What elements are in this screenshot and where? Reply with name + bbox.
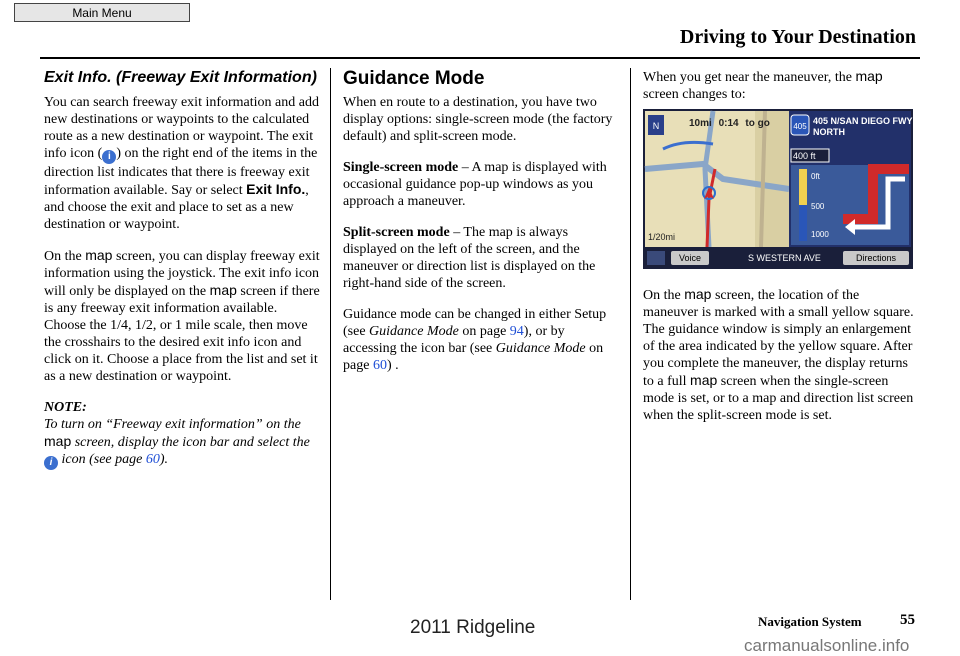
paragraph: You can search freeway exit information and add new destinations or waypoints to the calculated route as a new destination or waypoint. The exit info icon ( i ) on the right end of the items in the direction list indicates that there is freeway exit information available. Say or select Exit Info., and choose the exit and place to set as a new destination or waypoint.	[44, 95, 319, 232]
paragraph: When you get near the maneuver, the map screen changes to:	[643, 68, 883, 102]
svg-text:405: 405	[793, 122, 807, 131]
svg-text:0ft: 0ft	[811, 172, 820, 181]
column-maneuver	[643, 68, 915, 438]
svg-text:Directions: Directions	[855, 253, 897, 263]
term-single-screen: Single-screen mode	[343, 160, 459, 175]
watermark-model: 2011 Ridgeline	[410, 617, 536, 638]
paragraph: On the map screen, you can display freeway exit information using the joystick. The exit info icon will only be displayed on the map screen if there is any freeway exit information available. Choose the 1/4, 1/2, or 1 mile scale, then move the crosshairs to the desired exit info icon and click on it. Choose a place from the list and set it as a new destination or waypoint.	[44, 247, 320, 384]
svg-text:NORTH: NORTH	[813, 127, 845, 137]
svg-text:10mi 0:14 to go: 10mi 0:14 to go	[689, 118, 770, 129]
svg-text:S WESTERN AVE: S WESTERN AVE	[748, 253, 821, 263]
navigation-screen-image	[643, 109, 913, 269]
svg-text:405 N/SAN DIEGO FWY: 405 N/SAN DIEGO FWY	[813, 116, 913, 126]
page-title: Driving to Your Destination	[679, 26, 916, 48]
column-divider	[630, 68, 631, 600]
page-number: 55	[900, 612, 915, 628]
note-label: NOTE:	[44, 400, 87, 415]
note: NOTE: To turn on “Freeway exit information” on the map screen, display the icon bar and select the i icon (see page 60).	[44, 400, 310, 468]
svg-text:1/20mi: 1/20mi	[648, 232, 676, 242]
page-link[interactable]: 60	[372, 358, 387, 373]
page-link[interactable]: 94	[509, 324, 524, 339]
footer-section-label: Navigation System	[758, 614, 862, 629]
exit-info-label: Exit Info.	[246, 181, 306, 197]
svg-text:Voice: Voice	[678, 253, 702, 263]
paragraph: When en route to a destination, you have two display options: single-screen mode (the factory default) and split-screen mode.	[343, 95, 613, 144]
term-split-screen: Split-screen mode	[343, 225, 450, 240]
paragraph: On the map screen, the location of the maneuver is marked with a small yellow square. The guidance window is simply an enlargement of the area indicated by the yellow square. After you complete the maneuver, the display returns to a full map screen when the single-screen mode is set, or to a map and direction list screen when the split-screen mode is set.	[643, 286, 914, 423]
svg-text:400 ft: 400 ft	[793, 151, 816, 161]
svg-text:N: N	[652, 121, 660, 131]
watermark-site: carmanualsonline.info	[744, 636, 910, 655]
paragraph: Split-screen mode – The map is always displayed on the left of the screen, and the maneuver or direction list is displayed on the right-hand side of the screen.	[343, 225, 596, 291]
section-heading-guidance-mode: Guidance Mode	[343, 68, 485, 89]
info-icon: i	[44, 456, 58, 470]
column-exit-info	[44, 68, 320, 484]
svg-text:1000: 1000	[811, 230, 829, 239]
section-heading-exit-info: Exit Info. (Freeway Exit Information)	[44, 69, 317, 86]
column-divider	[330, 68, 331, 600]
info-icon: i	[102, 150, 116, 164]
title-divider	[40, 57, 920, 59]
paragraph: Single-screen mode – A map is displayed with occasional guidance pop-up windows as you approach a maneuver.	[343, 160, 607, 209]
main-menu-button[interactable]: Main Menu	[14, 3, 190, 22]
page-link[interactable]: 60	[145, 452, 160, 467]
svg-text:500: 500	[811, 202, 825, 211]
column-guidance-mode	[343, 68, 618, 388]
paragraph: Guidance mode can be changed in either Setup (see Guidance Mode on page 94), or by accessing the icon bar (see Guidance Mode on page 60) .	[343, 307, 607, 373]
